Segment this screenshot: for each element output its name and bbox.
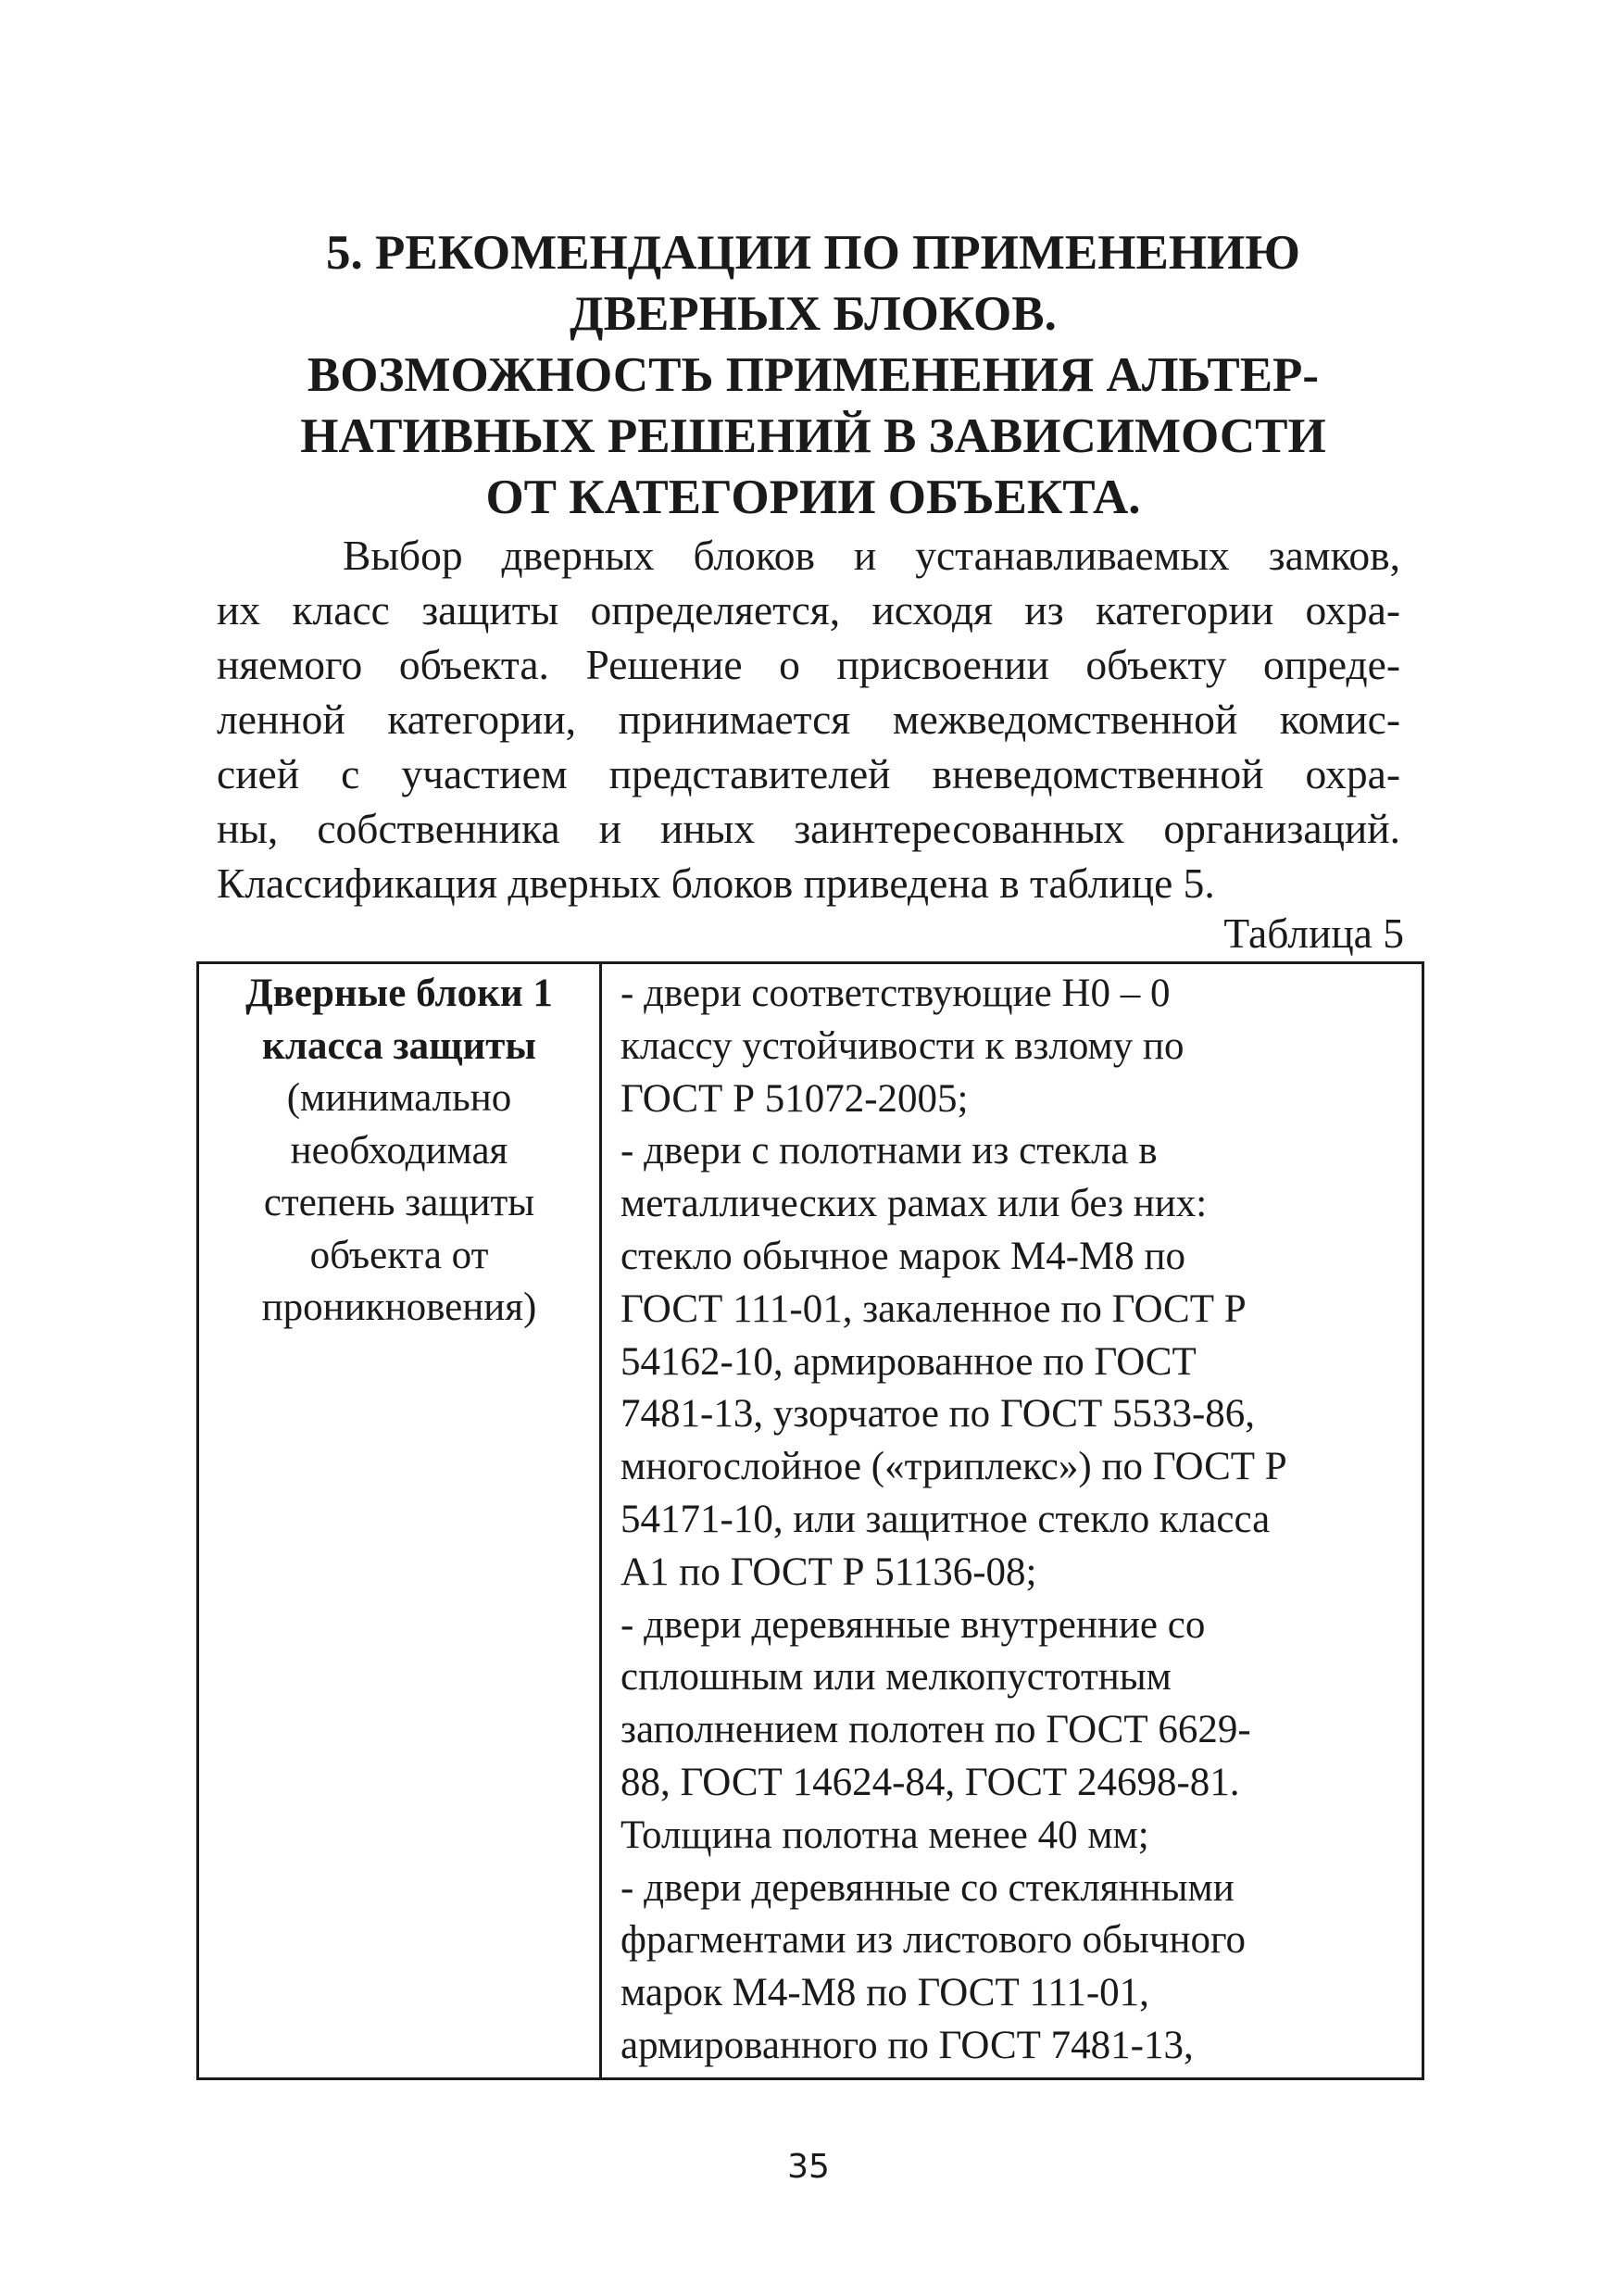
description-line: - двери соответствующие Н0 – 0 <box>620 972 1171 1015</box>
paragraph-line: ленной категории, принимается межведомственной комис- <box>217 696 1400 743</box>
class-note-line: степень защиты <box>263 1181 535 1224</box>
description-line: 7481-13, узорчатое по ГОСТ 5533-86, <box>620 1392 1256 1437</box>
description-line: ГОСТ 111-01, закаленное по ГОСТ Р <box>620 1286 1247 1331</box>
paragraph-line: их класс защиты определяется, исходя из категории охра- <box>217 586 1400 634</box>
body-paragraph <box>217 528 1400 910</box>
description-line: сплошным или мелкопустотным <box>620 1655 1172 1700</box>
description-line: 54171-10, или защитное стекло класса <box>620 1497 1271 1541</box>
section-heading <box>211 222 1415 528</box>
heading-line: НАТИВНЫХ РЕШЕНИЙ В ЗАВИСИМОСТИ <box>300 409 1326 463</box>
paragraph-line: Классификация дверных блоков приведена в таблице 5. <box>217 859 1215 907</box>
description-line: - двери деревянные внутренние со <box>620 1602 1206 1647</box>
class-note-line: объекта от <box>309 1233 489 1277</box>
paragraph-line: няемого объекта. Решение о присвоении объекту опреде- <box>217 641 1400 688</box>
description-line: - двери деревянные со стеклянными <box>620 1865 1235 1910</box>
heading-line: 5. РЕКОМЕНДАЦИИ ПО ПРИМЕНЕНИЮ <box>326 226 1300 280</box>
heading-line: ДВЕРНЫХ БЛОКОВ. <box>570 287 1057 341</box>
class-title-line: класса защиты <box>262 1023 536 1068</box>
classification-table <box>196 961 1424 2080</box>
heading-line: ВОЗМОЖНОСТЬ ПРИМЕНЕНИЯ АЛЬТЕР- <box>307 348 1320 402</box>
description-line: марок М4-М8 по ГОСТ 111-01, <box>620 1971 1149 2015</box>
description-line: 54162-10, армированное по ГОСТ <box>620 1339 1197 1384</box>
description-line: металлических рамах или без них: <box>620 1182 1208 1226</box>
heading-line: ОТ КАТЕГОРИИ ОБЪЕКТА. <box>485 470 1141 524</box>
description-line: стекло обычное марок М4-М8 по <box>620 1234 1186 1278</box>
description-line: Толщина полотна менее 40 мм; <box>620 1813 1149 1857</box>
paragraph-line: ны, собственника и иных заинтересованных организаций. <box>217 805 1400 852</box>
description-line: классу устойчивости к взлому по <box>620 1023 1185 1068</box>
description-line: многослойное («триплекс») по ГОСТ Р <box>620 1445 1287 1489</box>
class-note-line: проникновения) <box>261 1286 537 1329</box>
page-number: 35 <box>787 2148 830 2186</box>
class-title-line: Дверные блоки 1 <box>245 972 553 1015</box>
description-line: армированного по ГОСТ 7481-13, <box>620 2023 1194 2067</box>
paragraph-line: сией с участием представителей вневедомственной охра- <box>217 750 1400 797</box>
description-line: заполнением полотен по ГОСТ 6629- <box>620 1708 1251 1752</box>
description-line: - двери с полотнами из стекла в <box>620 1129 1158 1173</box>
table-cell-description <box>620 964 1417 2081</box>
table-caption: Таблица 5 <box>1223 910 1404 957</box>
description-line: фрагментами из листового обычного <box>620 1918 1247 1963</box>
description-line: 88, ГОСТ 14624-84, ГОСТ 24698-81. <box>620 1760 1240 1804</box>
description-line: А1 по ГОСТ Р 51136-08; <box>620 1549 1037 1594</box>
table-cell-class <box>199 964 602 2077</box>
description-line: ГОСТ Р 51072-2005; <box>620 1076 969 1121</box>
class-note-line: (минимально <box>286 1076 512 1120</box>
class-note-line: необходимая <box>290 1128 508 1173</box>
paragraph-line: Выбор дверных блоков и устанавливаемых замков, <box>343 532 1400 579</box>
